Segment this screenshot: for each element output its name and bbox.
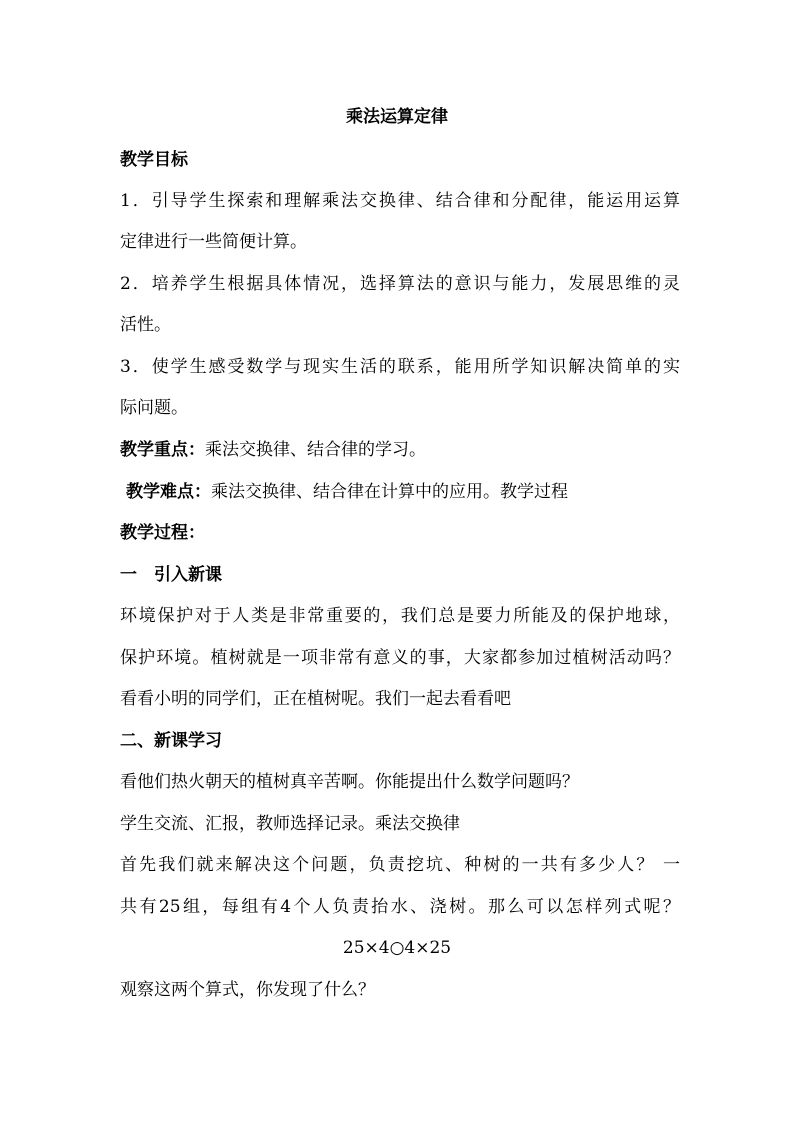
objective-2-line-2: 活性。	[120, 315, 171, 335]
section-2-line-5: 观察这两个算式，你发现了什么？	[120, 980, 375, 1000]
key-point-label: 教学重点：	[120, 440, 205, 460]
key-point-text: 乘法交换律、结合律的学习。	[205, 440, 426, 460]
objective-1-line-2: 定律进行一些简便计算。	[120, 232, 307, 252]
objective-1-line-1: 1．引导学生探索和理解乘法交换律、结合律和分配律，能运用运算	[120, 191, 680, 211]
formula: 25×4○4×25	[342, 938, 452, 958]
objective-2-line-1: 2．培养学生根据具体情况，选择算法的意识与能力，发展思维的灵	[120, 274, 680, 294]
section-1-line-2: 保护环境。植树就是一项非常有意义的事，大家都参加过植树活动吗？	[120, 648, 680, 668]
section-2-line-1: 看他们热火朝天的植树真辛苦啊。你能提出什么数学问题吗？	[120, 772, 579, 792]
difficulty-label: 教学难点：	[126, 482, 211, 502]
section-2-line-3: 首先我们就来解决这个问题，负责挖坑、种树的一共有多少人？ 一	[120, 855, 680, 875]
difficulty-text: 乘法交换律、结合律在计算中的应用。教学过程	[211, 482, 568, 502]
section-1-line-3: 看看小明的同学们，正在植树呢。我们一起去看看吧	[120, 689, 511, 709]
section-2-line-4: 共有25组，每组有4个人负责抬水、浇树。那么可以怎样列式呢？	[120, 897, 680, 917]
difficulty-paragraph	[126, 481, 686, 503]
key-point-paragraph	[120, 439, 680, 461]
objective-3-line-2: 际问题。	[120, 398, 188, 418]
section-1-heading: 一 引入新课	[120, 565, 222, 585]
objectives-heading: 教学目标	[120, 150, 188, 170]
section-2-line-2: 学生交流、汇报，教师选择记录。乘法交换律	[120, 814, 460, 834]
section-2-heading: 二、新课学习	[120, 731, 222, 751]
section-1-line-1: 环境保护对于人类是非常重要的，我们总是要力所能及的保护地球，	[120, 606, 680, 626]
objective-3-line-1: 3．使学生感受数学与现实生活的联系，能用所学知识解决简单的实	[120, 357, 680, 377]
process-heading: 教学过程：	[120, 523, 205, 543]
document-title: 乘法运算定律	[346, 107, 448, 127]
